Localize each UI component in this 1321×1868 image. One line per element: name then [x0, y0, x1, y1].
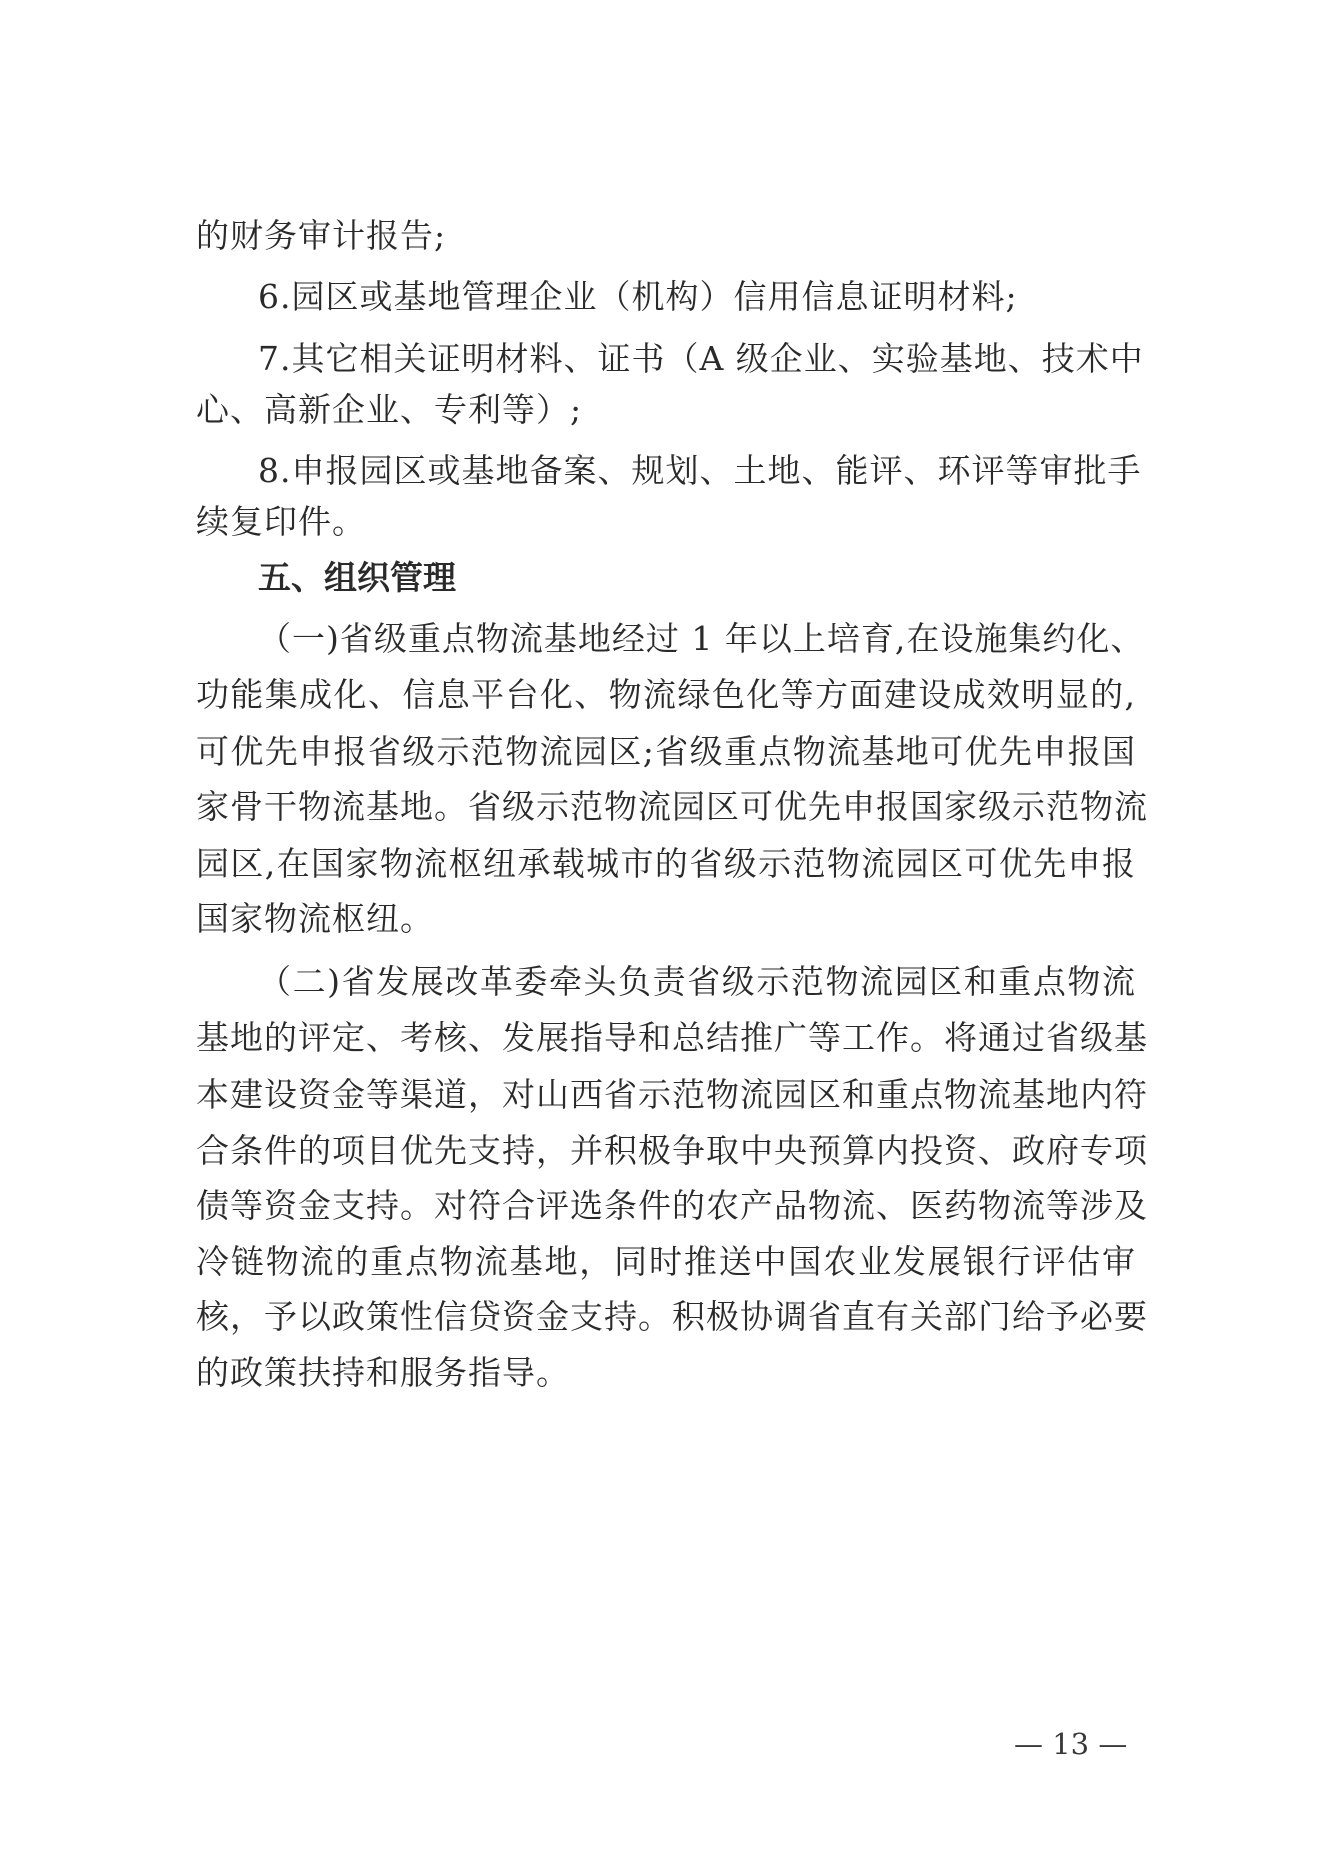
paragraph-line: 合条件的项目优先支持，并积极争取中央预算内投资、政府专项	[196, 1131, 1148, 1170]
paragraph-line: 功能集成化、信息平台化、物流绿色化等方面建设成效明显的,	[196, 675, 1136, 714]
paragraph-line: 基地的评定、考核、发展指导和总结推广等工作。将通过省级基	[196, 1018, 1148, 1057]
paragraph-line: 本建设资金等渠道，对山西省示范物流园区和重点物流基地内符	[196, 1075, 1148, 1114]
list-item-8: 8.申报园区或基地备案、规划、土地、能评、环评等审批手	[258, 451, 1142, 490]
paragraph-line: 园区,在国家物流枢纽承载城市的省级示范物流园区可优先申报	[196, 844, 1136, 883]
paragraph-line: 心、高新企业、专利等）;	[196, 390, 583, 429]
paragraph-line: （二)省发展改革委牵头负责省级示范物流园区和重点物流	[258, 962, 1136, 1001]
paragraph-line: 可优先申报省级示范物流园区;省级重点物流基地可优先申报国	[196, 732, 1136, 771]
page-number: — 13 —	[1014, 1727, 1128, 1761]
paragraph-line: 的政策扶持和服务指导。	[196, 1353, 570, 1392]
paragraph-line: 核，予以政策性信贷资金支持。积极协调省直有关部门给予必要	[196, 1297, 1148, 1336]
paragraph-line: （一)省级重点物流基地经过 1 年以上培育,在设施集约化、	[258, 619, 1145, 658]
paragraph-line: 家骨干物流基地。省级示范物流园区可优先申报国家级示范物流	[196, 787, 1148, 826]
paragraph-line: 债等资金支持。对符合评选条件的农产品物流、医药物流等涉及	[196, 1186, 1148, 1225]
section-heading: 五、组织管理	[258, 558, 456, 597]
paragraph-line: 冷链物流的重点物流基地，同时推送中国农业发展银行评估审	[196, 1242, 1136, 1281]
paragraph-line: 续复印件。	[196, 502, 366, 541]
paragraph-line: 国家物流枢纽。	[196, 899, 434, 938]
list-item-6: 6.园区或基地管理企业（机构）信用信息证明材料;	[258, 277, 1018, 316]
paragraph-line: 的财务审计报告;	[196, 216, 447, 255]
list-item-7: 7.其它相关证明材料、证书（A 级企业、实验基地、技术中	[258, 339, 1144, 378]
